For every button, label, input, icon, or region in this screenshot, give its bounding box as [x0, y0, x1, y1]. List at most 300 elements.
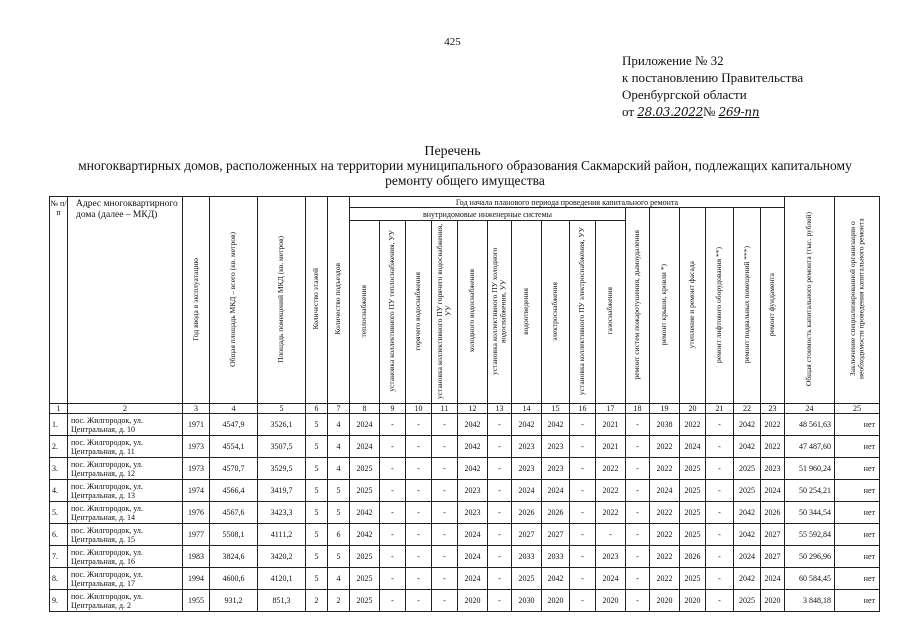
cost-cell: 3 848,18: [785, 590, 835, 612]
table-cell: -: [706, 568, 734, 590]
appendix-line-2: к постановлению Правительства: [622, 70, 804, 85]
table-cell: -: [570, 436, 596, 458]
table-cell: -: [432, 480, 458, 502]
table-cell: -: [626, 436, 650, 458]
table-cell: 2024: [350, 414, 380, 436]
table-cell: 5508,1: [210, 524, 258, 546]
table-cell: 2042: [458, 414, 488, 436]
table-cell: -: [706, 414, 734, 436]
address-cell: пос. Жилгородок, ул. Центральная, д. 14: [68, 502, 183, 524]
table-cell: 2025: [680, 568, 706, 590]
header-cold-water-meter: установка коллективного ПУ холодного водоснабжения, УУ: [488, 221, 512, 404]
table-cell: 2023: [458, 502, 488, 524]
table-cell: 2042: [542, 414, 570, 436]
header-floors: Количество этажей: [306, 197, 328, 404]
header-year-commission: Год ввода в эксплуатацию: [183, 197, 210, 404]
table-cell: 2022: [596, 458, 626, 480]
table-cell: -: [380, 568, 406, 590]
table-cell: 1994: [183, 568, 210, 590]
table-cell: 2025: [734, 458, 761, 480]
header-total-area: Общая площадь МКД – всего (кв. метров): [210, 197, 258, 404]
table-cell: 2020: [680, 590, 706, 612]
table-cell: 2025: [680, 502, 706, 524]
table-cell: -: [432, 524, 458, 546]
column-number: 3: [183, 404, 210, 414]
table-cell: 2022: [596, 502, 626, 524]
cost-cell: 50 344,54: [785, 502, 835, 524]
row-number: 7.: [50, 546, 68, 568]
table-cell: -: [380, 590, 406, 612]
table-cell: -: [380, 414, 406, 436]
table-cell: -: [488, 590, 512, 612]
date-prefix: от: [622, 104, 635, 119]
table-cell: -: [432, 436, 458, 458]
table-cell: 2024: [650, 480, 680, 502]
table-cell: -: [380, 546, 406, 568]
table-cell: -: [380, 458, 406, 480]
table-cell: 2021: [596, 436, 626, 458]
table-cell: -: [706, 524, 734, 546]
table-cell: 5: [306, 458, 328, 480]
cost-cell: 55 592,84: [785, 524, 835, 546]
table-cell: 2021: [596, 414, 626, 436]
column-number: 4: [210, 404, 258, 414]
table-cell: -: [488, 502, 512, 524]
row-number: 8.: [50, 568, 68, 590]
table-cell: 2022: [650, 524, 680, 546]
address-cell: пос. Жилгородок, ул. Центральная, д. 11: [68, 436, 183, 458]
page-number: 425: [444, 36, 461, 48]
table-cell: 2020: [542, 590, 570, 612]
table-cell: 2023: [512, 458, 542, 480]
table-cell: -: [406, 524, 432, 546]
table-cell: 2042: [542, 568, 570, 590]
row-number: 2.: [50, 436, 68, 458]
appendix-date-line: [622, 103, 803, 121]
address-cell: пос. Жилгородок, ул. Центральная, д. 15: [68, 524, 183, 546]
table-cell: 2026: [680, 546, 706, 568]
table-cell: 2042: [350, 524, 380, 546]
table-cell: 1974: [183, 480, 210, 502]
table-cell: -: [706, 436, 734, 458]
header-heat-meter: установка коллективного ПУ теплоснабжения, УУ: [380, 221, 406, 404]
table-cell: -: [570, 480, 596, 502]
column-number: 6: [306, 404, 328, 414]
table-cell: 4600,6: [210, 568, 258, 590]
cost-cell: 48 561,63: [785, 414, 835, 436]
table-cell: 2024: [542, 480, 570, 502]
number-sign: №: [702, 104, 716, 119]
header-entrances: Количество подъездов: [328, 197, 350, 404]
table-cell: 2025: [350, 546, 380, 568]
table-cell: 2024: [680, 436, 706, 458]
table-cell: -: [488, 436, 512, 458]
table-cell: 2022: [680, 414, 706, 436]
table-cell: 2024: [512, 480, 542, 502]
table-cell: 2020: [650, 590, 680, 612]
column-number: 9: [380, 404, 406, 414]
table-cell: 4547,9: [210, 414, 258, 436]
table-cell: 5: [306, 414, 328, 436]
table-cell: -: [488, 546, 512, 568]
table-cell: 2024: [734, 546, 761, 568]
table-cell: 3824,6: [210, 546, 258, 568]
table-cell: -: [706, 502, 734, 524]
table-cell: -: [706, 546, 734, 568]
table-cell: 2025: [734, 590, 761, 612]
table-cell: -: [380, 524, 406, 546]
address-cell: пос. Жилгородок, ул. Центральная, д. 10: [68, 414, 183, 436]
table-cell: -: [570, 414, 596, 436]
table-cell: -: [626, 568, 650, 590]
decree-date: 28.03.2022: [637, 105, 703, 119]
table-cell: 5: [328, 502, 350, 524]
table-cell: -: [570, 502, 596, 524]
column-number: 25: [835, 404, 880, 414]
conclusion-cell: нет: [835, 568, 880, 590]
table-cell: 2024: [761, 480, 785, 502]
table-cell: -: [432, 458, 458, 480]
table-cell: -: [432, 502, 458, 524]
header-facade: утепление и ремонт фасада: [680, 208, 706, 404]
header-engineering: внутридомовые инженерные системы: [350, 208, 626, 221]
table-cell: 4566,4: [210, 480, 258, 502]
table-cell: 2024: [458, 546, 488, 568]
table-cell: 3419,7: [258, 480, 306, 502]
table-cell: -: [570, 590, 596, 612]
table-cell: 2: [306, 590, 328, 612]
cost-cell: 51 960,24: [785, 458, 835, 480]
table-cell: 3420,2: [258, 546, 306, 568]
conclusion-cell: нет: [835, 480, 880, 502]
table-cell: 1973: [183, 458, 210, 480]
table-cell: 2027: [542, 524, 570, 546]
document-subtitle: многоквартирных домов, расположенных на территории муниципального образования Сакмарский район, подлежащих капитальному ремонту общего имущества: [78, 158, 852, 188]
table-cell: 931,2: [210, 590, 258, 612]
address-cell: пос. Жилгородок, ул. Центральная, д. 13: [68, 480, 183, 502]
table-cell: 2020: [596, 590, 626, 612]
table-cell: -: [406, 590, 432, 612]
header-premises-area: Площадь помещений МКД (кв. метров): [258, 197, 306, 404]
column-number-row: [50, 404, 880, 414]
table-cell: 1976: [183, 502, 210, 524]
table-cell: 2: [328, 590, 350, 612]
table-cell: 3529,5: [258, 458, 306, 480]
conclusion-cell: нет: [835, 524, 880, 546]
table-cell: 4: [328, 436, 350, 458]
table-cell: 2038: [650, 414, 680, 436]
table-cell: -: [596, 524, 626, 546]
table-row: [50, 480, 880, 502]
column-number: 22: [734, 404, 761, 414]
column-number: 16: [570, 404, 596, 414]
table-cell: 5: [306, 546, 328, 568]
conclusion-cell: нет: [835, 546, 880, 568]
table-cell: -: [570, 568, 596, 590]
conclusion-cell: нет: [835, 414, 880, 436]
table-cell: -: [626, 480, 650, 502]
column-number: 7: [328, 404, 350, 414]
table-cell: 2022: [761, 436, 785, 458]
column-number: 13: [488, 404, 512, 414]
table-cell: -: [570, 458, 596, 480]
table-cell: 2027: [761, 524, 785, 546]
table-cell: -: [406, 458, 432, 480]
table-cell: 2026: [512, 502, 542, 524]
table-cell: 2020: [458, 590, 488, 612]
header-cold-water: холодного водоснабжения: [458, 221, 488, 404]
table-cell: -: [570, 524, 596, 546]
table-row: [50, 436, 880, 458]
column-number: 19: [650, 404, 680, 414]
table-cell: 4554,1: [210, 436, 258, 458]
conclusion-cell: нет: [835, 458, 880, 480]
table-cell: 3423,3: [258, 502, 306, 524]
row-number: 5.: [50, 502, 68, 524]
document-title: Перечень: [424, 144, 481, 159]
table-cell: -: [626, 524, 650, 546]
table-cell: 2025: [512, 568, 542, 590]
table-cell: -: [488, 568, 512, 590]
table-cell: -: [432, 546, 458, 568]
table-cell: -: [626, 502, 650, 524]
table-cell: -: [488, 480, 512, 502]
header-elevator: ремонт лифтового оборудования **): [706, 208, 734, 404]
column-number: 21: [706, 404, 734, 414]
table-cell: 4: [328, 414, 350, 436]
column-number: 23: [761, 404, 785, 414]
column-number: 10: [406, 404, 432, 414]
column-number: 2: [68, 404, 183, 414]
table-cell: 1971: [183, 414, 210, 436]
table-cell: 2027: [512, 524, 542, 546]
table-cell: 6: [328, 524, 350, 546]
table-cell: -: [406, 546, 432, 568]
table-cell: 2022: [650, 546, 680, 568]
table-cell: 4: [328, 568, 350, 590]
table-cell: 2022: [650, 568, 680, 590]
table-cell: -: [406, 502, 432, 524]
table-row: [50, 590, 880, 612]
table-cell: 1973: [183, 436, 210, 458]
header-heat: теплоснабжения: [350, 221, 380, 404]
table-cell: 2022: [650, 458, 680, 480]
table-cell: 5: [328, 480, 350, 502]
header-total-cost: Общая стоимость капитального ремонта (тыс. рублей): [785, 197, 835, 404]
column-number: 11: [432, 404, 458, 414]
address-cell: пос. Жилгородок, ул. Центральная, д. 16: [68, 546, 183, 568]
header-foundation: ремонт фундамента: [761, 208, 785, 404]
table-cell: 3526,1: [258, 414, 306, 436]
table-cell: -: [380, 436, 406, 458]
table-cell: 2024: [458, 524, 488, 546]
row-number: 3.: [50, 458, 68, 480]
table-row: [50, 546, 880, 568]
cost-cell: 47 487,60: [785, 436, 835, 458]
column-number: 17: [596, 404, 626, 414]
appendix-line-3: Оренбургской области: [622, 87, 747, 102]
appendix-line-1: Приложение № 32: [622, 53, 724, 68]
header-electric-meter: установка коллективного ПУ электроснабжения, УУ: [570, 221, 596, 404]
table-cell: -: [406, 414, 432, 436]
table-cell: -: [626, 590, 650, 612]
table-cell: -: [626, 458, 650, 480]
table-cell: 2024: [761, 568, 785, 590]
table-cell: 2026: [761, 502, 785, 524]
table-cell: 5: [306, 436, 328, 458]
table-cell: 2025: [680, 524, 706, 546]
table-cell: 1977: [183, 524, 210, 546]
table-cell: -: [432, 590, 458, 612]
table-cell: 2024: [458, 568, 488, 590]
table-row: [50, 414, 880, 436]
table-cell: 4570,7: [210, 458, 258, 480]
table-cell: -: [406, 480, 432, 502]
table-cell: -: [432, 568, 458, 590]
header-address: Адрес многоквартирного дома (далее – МКД): [68, 197, 183, 404]
table-cell: 2025: [350, 480, 380, 502]
table-cell: -: [488, 458, 512, 480]
table-cell: -: [488, 524, 512, 546]
cost-cell: 50 254,21: [785, 480, 835, 502]
table-cell: 2042: [734, 436, 761, 458]
table-cell: 2042: [734, 502, 761, 524]
table-cell: 2030: [512, 590, 542, 612]
table-cell: 2025: [734, 480, 761, 502]
table-cell: 2023: [761, 458, 785, 480]
table-cell: -: [706, 590, 734, 612]
cost-cell: 60 584,45: [785, 568, 835, 590]
table-cell: 3507,5: [258, 436, 306, 458]
conclusion-cell: нет: [835, 436, 880, 458]
table-cell: 2042: [458, 458, 488, 480]
table-cell: -: [706, 480, 734, 502]
table-cell: 2025: [350, 458, 380, 480]
header-conclusion: Заключение специализированной организации о необходимости проведения капитального ремонта: [835, 197, 880, 404]
table-cell: 2025: [680, 458, 706, 480]
table-cell: 2023: [458, 480, 488, 502]
row-number: 1.: [50, 414, 68, 436]
table-cell: 2023: [542, 436, 570, 458]
conclusion-cell: нет: [835, 590, 880, 612]
table-cell: 2020: [761, 590, 785, 612]
table-cell: -: [406, 568, 432, 590]
table-cell: 1955: [183, 590, 210, 612]
cost-cell: 50 296,96: [785, 546, 835, 568]
table-row: [50, 458, 880, 480]
table-cell: 2022: [650, 502, 680, 524]
row-number: 6.: [50, 524, 68, 546]
table-cell: -: [626, 546, 650, 568]
header-hot-water-meter: установка коллективного ПУ горячего водоснабжения, УУ: [432, 221, 458, 404]
table-cell: 2023: [542, 458, 570, 480]
table-cell: 5: [328, 546, 350, 568]
header-gas: газоснабжения: [596, 221, 626, 404]
header-hot-water: горячего водоснабжения: [406, 221, 432, 404]
table-cell: 2022: [761, 414, 785, 436]
table-cell: 2025: [680, 480, 706, 502]
column-number: 8: [350, 404, 380, 414]
header-electric: электроснабжения: [542, 221, 570, 404]
header-roof: ремонт крыши, кровли *): [650, 208, 680, 404]
table-cell: 2042: [734, 414, 761, 436]
table-cell: 4111,2: [258, 524, 306, 546]
column-number: 14: [512, 404, 542, 414]
table-cell: -: [706, 458, 734, 480]
column-number: 18: [626, 404, 650, 414]
table-cell: 2024: [596, 568, 626, 590]
column-number: 24: [785, 404, 835, 414]
table-cell: -: [432, 414, 458, 436]
table-cell: 2023: [512, 436, 542, 458]
row-number: 9.: [50, 590, 68, 612]
table-cell: 2042: [458, 436, 488, 458]
address-cell: пос. Жилгородок, ул. Центральная, д. 12: [68, 458, 183, 480]
table-cell: 2042: [512, 414, 542, 436]
column-number: 12: [458, 404, 488, 414]
table-cell: 4: [328, 458, 350, 480]
header-planned-period: Год начала планового периода проведения капитального ремонта: [350, 197, 785, 208]
appendix-block: [622, 52, 803, 121]
repair-table: [49, 196, 880, 612]
table-row: [50, 524, 880, 546]
header-n: № п/п: [50, 197, 68, 404]
table-cell: -: [380, 502, 406, 524]
table-cell: 2026: [542, 502, 570, 524]
conclusion-cell: нет: [835, 502, 880, 524]
table-cell: 2033: [542, 546, 570, 568]
table-cell: 4120,1: [258, 568, 306, 590]
table-cell: 2042: [350, 502, 380, 524]
table-cell: -: [570, 546, 596, 568]
header-fire: ремонт систем пожаротушения, дымоудаления: [626, 208, 650, 404]
table-row: [50, 568, 880, 590]
table-cell: 2025: [350, 590, 380, 612]
table-cell: 4567,6: [210, 502, 258, 524]
table-cell: 2027: [761, 546, 785, 568]
table-cell: 2025: [350, 568, 380, 590]
table-cell: -: [406, 436, 432, 458]
header-basement: ремонт подвальных помещений ***): [734, 208, 761, 404]
table-cell: 5: [306, 480, 328, 502]
table-cell: 5: [306, 524, 328, 546]
column-number: 20: [680, 404, 706, 414]
table-cell: 2042: [734, 524, 761, 546]
table-cell: 5: [306, 568, 328, 590]
table-row: [50, 502, 880, 524]
address-cell: пос. Жилгородок, ул. Центральная, д. 2: [68, 590, 183, 612]
table-cell: 2022: [650, 436, 680, 458]
table-cell: 2033: [512, 546, 542, 568]
address-cell: пос. Жилгородок, ул. Центральная, д. 17: [68, 568, 183, 590]
decree-number: 269-пп: [718, 105, 760, 119]
table-cell: 5: [306, 502, 328, 524]
column-number: 5: [258, 404, 306, 414]
row-number: 4.: [50, 480, 68, 502]
table-cell: 2024: [350, 436, 380, 458]
table-cell: 1983: [183, 546, 210, 568]
table-cell: 2022: [596, 480, 626, 502]
column-number: 15: [542, 404, 570, 414]
table-cell: -: [488, 414, 512, 436]
table-cell: 851,3: [258, 590, 306, 612]
column-number: 1: [50, 404, 68, 414]
table-cell: -: [380, 480, 406, 502]
table-cell: -: [626, 414, 650, 436]
table-cell: 2042: [734, 568, 761, 590]
header-sewage: водоотведения: [512, 221, 542, 404]
table-cell: 2023: [596, 546, 626, 568]
